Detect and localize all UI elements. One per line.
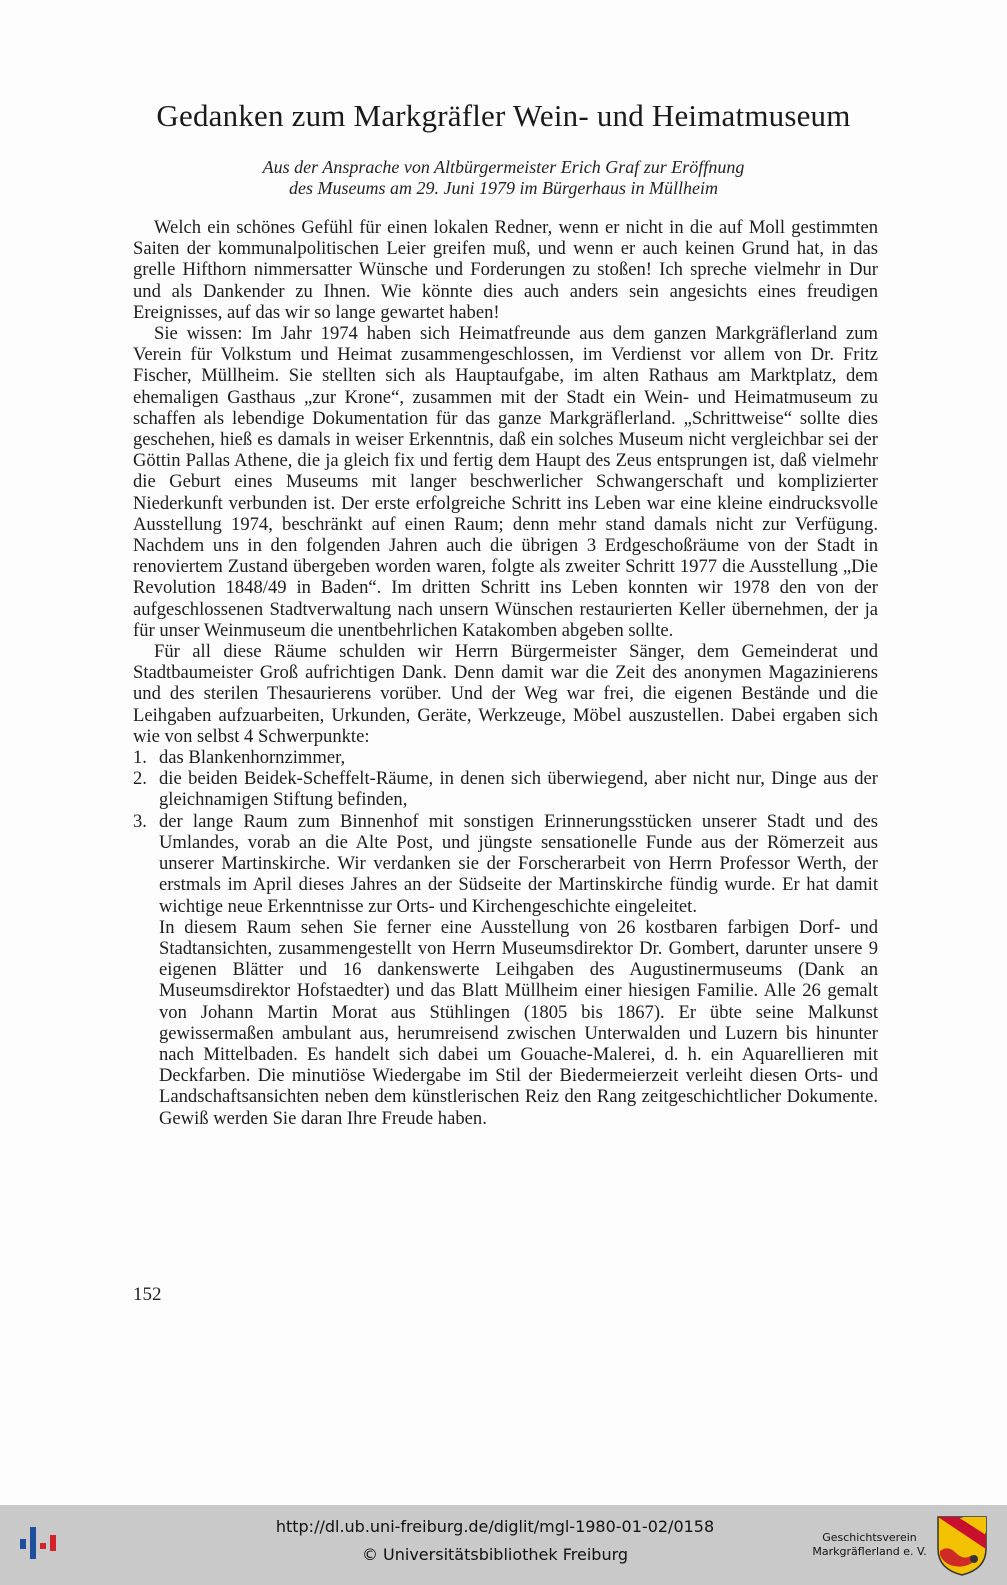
list-number: 3. (133, 810, 147, 832)
coat-of-arms-icon (936, 1515, 988, 1577)
list-item (133, 768, 878, 810)
subtitle-line-1: Aus der Ansprache von Altbürgermeister Erich Graf zur Eröffnung (262, 157, 745, 177)
list-text: das Blankenhornzimmer, (159, 747, 346, 769)
source-url-link[interactable]: http://dl.ub.uni-freiburg.de/diglit/mgl-1980-01-02/0158 (275, 1517, 715, 1536)
paragraph-2: Sie wissen: Im Jahr 1974 haben sich Heimatfreunde aus dem ganzen Markgräflerland zum Verein für Volkstum und Heimat zusammengeschlossen, im Verdienst vor allem von Dr. Fritz Fischer, Müllheim. Sie stellten sich als Hauptaufgabe, im alten Rathaus am Marktplatz, dem ehemaligen Gasthaus „zur Krone“, zusammen mit der Stadt ein Wein- und Heimatmuseum zu schaffen als lebendige Dokumentation für das ganze Markgräflerland. „Schrittweise“ sollte dies geschehen, hieß es damals in weiser Erkenntnis, daß ein solches Museum nicht vergleichbar sei der Göttin Pallas Athene, die ja gleich fix und fertig dem Haupt des Zeus entsprungen ist, daß vielmehr die Geburt eines Museums mit langer beschwerlicher Schwangerschaft und komplizierter Niederkunft verbunden ist. Der erste erfolgreiche Schritt ins Leben war eine kleine eindrucksvolle Ausstellung 1974, beschränkt auf einen Raum; denn mehr stand damals nicht zur Verfügung. Nachdem uns in den folgenden Jahren auch die übrigen 3 Erdgeschoßräume von der Stadt in renoviertem Zustand übergeben worden waren, folgte als zweiter Schritt 1977 die Ausstellung „Die Revolution 1848/49 in Baden“. Im dritten Schritt ins Leben konnten wir 1978 den von der aufgeschlossenen Stadtverwaltung nach unsern Wünschen restaurierten Keller übernehmen, der ja für unser Weinmuseum die unentbehrlichen Katakomben abgeben sollte. (133, 323, 878, 641)
page-number: 152 (133, 1284, 162, 1305)
page-subtitle (0, 157, 1007, 199)
focus-list (133, 747, 878, 1129)
list-item (133, 747, 878, 768)
page-title: Gedanken zum Markgräfler Wein- und Heimatmuseum (156, 98, 851, 133)
society-name (812, 1531, 927, 1559)
society-name-line-1: Geschichtsverein (822, 1531, 917, 1544)
copyright-text: © Universitätsbibliothek Freiburg (361, 1545, 629, 1564)
paragraph-1: Welch ein schönes Gefühl für einen lokalen Redner, wenn er nicht in die auf Moll gestimmten Saiten der kommunalpolitischen Leier greifen muß, und wenn er auch keinen Grund hat, in das grelle Hifthorn nimmersatter Wünsche und Forderungen zu stoßen! Ich spreche vielmehr in Dur und als Dankender zu Ihnen. Wie könnte dies auch anders sein angesichts eines freudigen Ereignisses, auf das wir so lange gewartet haben! (133, 217, 878, 323)
society-name-line-2: Markgräflerland e. V. (812, 1545, 927, 1558)
body-text (133, 217, 878, 1129)
list-number: 1. (133, 747, 147, 769)
subtitle-line-2: des Museums am 29. Juni 1979 im Bürgerhaus in Müllheim (289, 178, 718, 198)
paragraph-3: Für all diese Räume schulden wir Herrn Bürgermeister Sänger, dem Gemeinderat und Stadtbaumeister Groß aufrichtigen Dank. Denn damit war die Zeit des anonymen Magazinierens und des sterilen Thesaurierens vorüber. Und der Weg war frei, die eigenen Bestände und die Leihgaben aufzuarbeiten, Urkunden, Geräte, Werkzeuge, Möbel auszustellen. Dabei ergaben sich wie von selbst 4 Schwerpunkte: (133, 641, 878, 747)
list-text: die beiden Beidek-Scheffelt-Räume, in denen sich überwiegend, aber nicht nur, Dinge aus der gleichnamigen Stiftung befinden, (159, 768, 878, 811)
list-subparagraph: In diesem Raum sehen Sie ferner eine Ausstellung von 26 kostbaren farbigen Dorf- und Stadtansichten, zusammengestellt von Herrn Museumsdirektor Dr. Gombert, darunter unsere 9 eigenen Blätter und 16 dankenswerte Leihgaben des Augustinermuseums (Dank an Museumsdirektor Hofstaedter) und das Blatt Müllheim einer hiesigen Familie. Alle 26 gemalt von Johann Martin Morat aus Stühlingen (1805 bis 1867). Er übte seine Malkunst gewissermaßen ambulant aus, herumreisend zwischen Unterwalden und Luzern bis hinunter nach Mittelbaden. Es handelt sich dabei um Gouache-Malerei, d. h. ein Aquarellieren mit Deckfarben. Die minutiöse Wiedergabe im Stil der Biedermeierzeit verleiht diesen Orts- und Landschaftsansichten neben dem künstlerischen Reiz den Rang zeitgeschichtlicher Dokumente. Gewiß werden Sie daran Ihre Freude haben. (159, 916, 878, 1129)
list-number: 2. (133, 768, 147, 790)
list-item (133, 811, 878, 1129)
footer-bar (0, 1505, 1007, 1585)
list-text: der lange Raum zum Binnenhof mit sonstigen Erinnerungsstücken unserer Stadt und des Umlandes, vorab an die Alte Post, und jüngste sensationelle Funde aus der Römerzeit aus unserer Martinskirche. Wir verdanken sie der Forscherarbeit von Herrn Professor Werth, der erstmals im April dieses Jahres an der Südseite der Martinskirche fündig wurde. Er hat damit wichtige neue Erkenntnisse zur Orts- und Kirchengeschichte eingeleitet. (159, 810, 878, 917)
